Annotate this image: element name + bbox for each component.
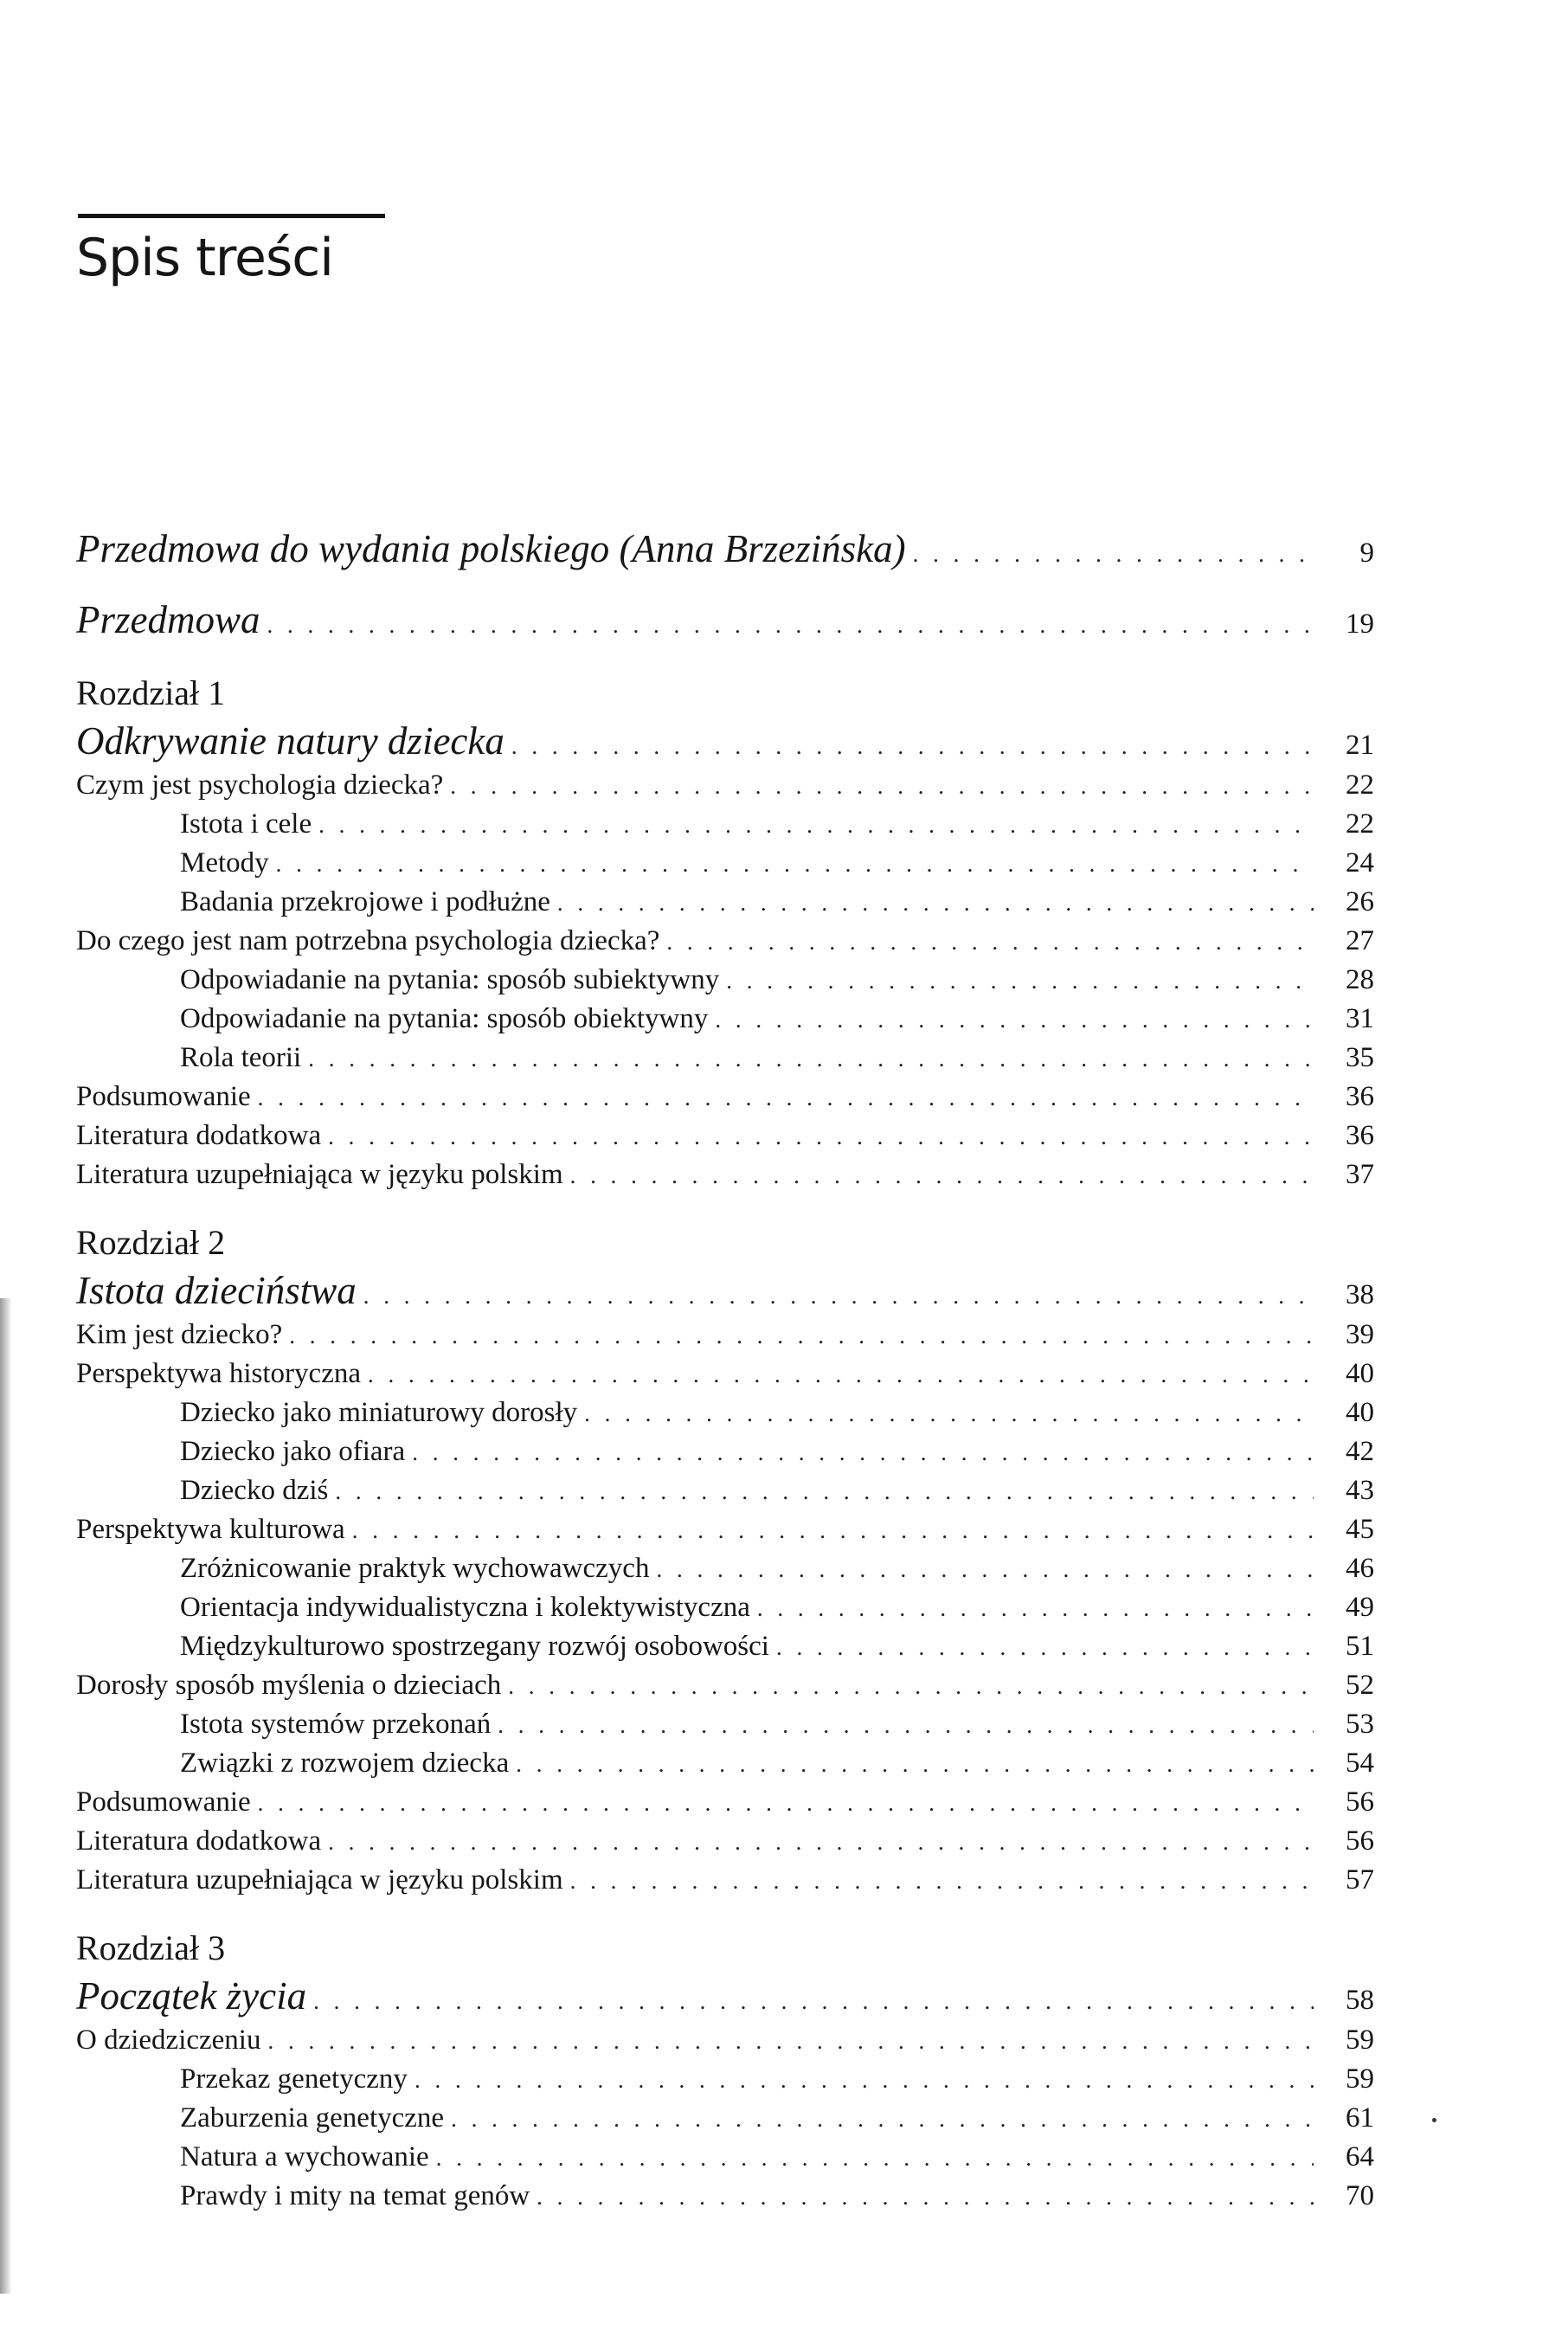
entry-label: Perspektywa kulturowa bbox=[76, 1514, 345, 1545]
toc-entry[interactable] bbox=[76, 1355, 1374, 1393]
toc-entry[interactable] bbox=[76, 1822, 1374, 1861]
entry-page-number: 19 bbox=[1346, 608, 1374, 640]
dot-leader bbox=[451, 2100, 1314, 2139]
entry-label: Podsumowanie bbox=[76, 1786, 251, 1818]
toc-entry[interactable] bbox=[76, 1861, 1374, 1900]
dot-leader bbox=[666, 923, 1314, 962]
toc-entry[interactable] bbox=[76, 1078, 1374, 1117]
chapter-number: Rozdział 3 bbox=[76, 1928, 226, 1967]
entry-page-number: 54 bbox=[1346, 1748, 1374, 1779]
entry-label: Zaburzenia genetyczne bbox=[180, 2102, 445, 2134]
chapter-section bbox=[76, 671, 1374, 1194]
entry-label: Dziecko jako miniaturowy dorosły bbox=[180, 1397, 578, 1428]
toc-entry[interactable] bbox=[76, 1666, 1374, 1705]
toc-entry[interactable] bbox=[76, 1783, 1374, 1822]
entry-label: Istota i cele bbox=[180, 808, 312, 840]
toc-entry-front-matter[interactable] bbox=[76, 595, 1374, 645]
toc-entry[interactable] bbox=[76, 2060, 1374, 2099]
toc-entry[interactable] bbox=[76, 1117, 1374, 1155]
dot-leader bbox=[584, 1394, 1314, 1433]
entry-label: Literatura dodatkowa bbox=[76, 1120, 322, 1151]
entry-label: Istota dzieciństwa bbox=[76, 1269, 357, 1312]
entry-page-number: 42 bbox=[1346, 1436, 1374, 1467]
toc-entry[interactable] bbox=[76, 2177, 1374, 2216]
toc-entry[interactable] bbox=[76, 1549, 1374, 1588]
entry-label: Odpowiadanie na pytania: sposób obiektywny bbox=[180, 1003, 709, 1034]
entry-page-number: 56 bbox=[1346, 1825, 1374, 1857]
dot-leader bbox=[276, 845, 1314, 884]
chapter-number: Rozdział 2 bbox=[76, 1223, 226, 1262]
page-title: Spis treści bbox=[76, 228, 333, 288]
entry-label: Odpowiadanie na pytania: sposób subiektywny bbox=[180, 964, 720, 995]
dot-leader bbox=[656, 1550, 1314, 1589]
entry-label: Dziecko dziś bbox=[180, 1475, 329, 1506]
entry-page-number: 53 bbox=[1346, 1709, 1374, 1740]
dot-leader bbox=[570, 1862, 1314, 1901]
entry-page-number: 22 bbox=[1346, 769, 1374, 801]
entry-label: Międzykulturowo spostrzegany rozwój osobowości bbox=[180, 1631, 769, 1662]
entry-page-number: 9 bbox=[1359, 537, 1374, 569]
dot-leader bbox=[715, 1001, 1314, 1039]
entry-page-number: 70 bbox=[1346, 2180, 1374, 2211]
entry-page-number: 46 bbox=[1346, 1553, 1374, 1584]
entry-label: O dziedziczeniu bbox=[76, 2024, 261, 2056]
dot-leader bbox=[258, 1784, 1314, 1823]
entry-label: Przekaz genetyczny bbox=[180, 2063, 408, 2095]
entry-page-number: 43 bbox=[1346, 1475, 1374, 1506]
toc-entry[interactable] bbox=[76, 2138, 1374, 2177]
entry-page-number: 59 bbox=[1346, 2063, 1374, 2095]
scan-edge-shadow bbox=[0, 1298, 12, 2294]
dot-leader bbox=[450, 767, 1314, 806]
dot-leader bbox=[508, 1667, 1314, 1706]
toc-entry[interactable] bbox=[76, 1744, 1374, 1783]
chapter-section bbox=[76, 1220, 1374, 1900]
entry-label: Natura a wychowanie bbox=[180, 2141, 429, 2172]
entry-label: Do czego jest nam potrzebna psychologia dziecka? bbox=[76, 925, 660, 956]
entry-page-number: 35 bbox=[1346, 1042, 1374, 1073]
toc-entry[interactable] bbox=[76, 1000, 1374, 1039]
toc-entry[interactable] bbox=[76, 1432, 1374, 1471]
toc-entry[interactable] bbox=[76, 883, 1374, 922]
entry-label: Rola teorii bbox=[180, 1042, 302, 1073]
dot-leader bbox=[313, 1976, 1314, 2026]
dot-leader bbox=[498, 1706, 1314, 1745]
dot-leader bbox=[368, 1355, 1314, 1394]
toc-entry[interactable] bbox=[76, 1039, 1374, 1078]
dot-leader bbox=[537, 2178, 1314, 2217]
toc-entry[interactable] bbox=[76, 2021, 1374, 2060]
entry-page-number: 58 bbox=[1346, 1985, 1374, 2016]
entry-page-number: 37 bbox=[1346, 1159, 1374, 1190]
table-of-contents bbox=[76, 524, 1374, 2216]
entry-label: Kim jest dziecko? bbox=[76, 1319, 283, 1350]
entry-label: Początek życia bbox=[76, 1974, 307, 2018]
toc-entry[interactable] bbox=[76, 1155, 1374, 1194]
chapter-section bbox=[76, 1926, 1374, 2216]
title-rule bbox=[78, 214, 385, 218]
entry-label: Dziecko jako ofiara bbox=[180, 1436, 406, 1467]
entry-page-number: 28 bbox=[1346, 964, 1374, 995]
toc-entry[interactable] bbox=[76, 2099, 1374, 2138]
entry-page-number: 52 bbox=[1346, 1670, 1374, 1701]
entry-page-number: 36 bbox=[1346, 1120, 1374, 1151]
entry-label: Przedmowa do wydania polskiego (Anna Brzezińska) bbox=[76, 527, 906, 570]
entry-page-number: 61 bbox=[1346, 2102, 1374, 2134]
entry-label: Podsumowanie bbox=[76, 1081, 251, 1112]
dot-leader bbox=[570, 1156, 1314, 1195]
dot-leader bbox=[363, 1271, 1314, 1321]
entry-page-number: 36 bbox=[1346, 1081, 1374, 1112]
dot-leader bbox=[726, 962, 1314, 1001]
toc-entry[interactable] bbox=[76, 1393, 1374, 1432]
dot-leader bbox=[436, 2139, 1314, 2178]
entry-label: Metody bbox=[180, 847, 269, 879]
chapter-number: Rozdział 1 bbox=[76, 673, 226, 712]
entry-page-number: 56 bbox=[1346, 1786, 1374, 1818]
toc-entry[interactable] bbox=[76, 1588, 1374, 1627]
entry-label: Literatura dodatkowa bbox=[76, 1825, 322, 1857]
toc-entry[interactable] bbox=[76, 1471, 1374, 1510]
dot-leader bbox=[267, 600, 1314, 650]
entry-page-number: 51 bbox=[1346, 1631, 1374, 1662]
dot-leader bbox=[335, 1472, 1314, 1511]
entry-page-number: 59 bbox=[1346, 2024, 1374, 2056]
entry-label: Zróżnicowanie praktyk wychowawczych bbox=[180, 1553, 650, 1584]
entry-page-number: 24 bbox=[1346, 847, 1374, 879]
entry-label: Orientacja indywidualistyczna i kolektywistyczna bbox=[180, 1592, 750, 1623]
entry-page-number: 31 bbox=[1346, 1003, 1374, 1034]
entry-page-number: 38 bbox=[1346, 1279, 1374, 1310]
entry-label: Czym jest psychologia dziecka? bbox=[76, 769, 444, 801]
entry-label: Literatura uzupełniająca w języku polskim bbox=[76, 1159, 563, 1190]
dot-leader bbox=[557, 884, 1314, 923]
entry-label: Literatura uzupełniająca w języku polskim bbox=[76, 1864, 563, 1896]
toc-entry[interactable] bbox=[76, 766, 1374, 805]
entry-label: Odkrywanie natury dziecka bbox=[76, 719, 504, 763]
dot-leader bbox=[412, 1433, 1314, 1472]
dot-leader bbox=[318, 806, 1314, 845]
entry-page-number: 40 bbox=[1346, 1358, 1374, 1389]
toc-entry[interactable] bbox=[76, 1316, 1374, 1355]
entry-page-number: 26 bbox=[1346, 886, 1374, 917]
entry-page-number: 22 bbox=[1346, 808, 1374, 840]
toc-entry[interactable] bbox=[76, 961, 1374, 1000]
dot-leader bbox=[289, 1316, 1314, 1355]
entry-page-number: 49 bbox=[1346, 1592, 1374, 1623]
entry-label: Istota systemów przekonań bbox=[180, 1709, 492, 1740]
entry-page-number: 39 bbox=[1346, 1319, 1374, 1350]
dot-leader bbox=[258, 1078, 1314, 1117]
scan-speck bbox=[1432, 2118, 1436, 2122]
entry-page-number: 64 bbox=[1346, 2141, 1374, 2172]
entry-label: Badania przekrojowe i podłużne bbox=[180, 886, 550, 917]
dot-leader bbox=[511, 721, 1314, 771]
dot-leader bbox=[267, 2022, 1314, 2061]
entry-page-number: 21 bbox=[1346, 730, 1374, 761]
toc-entry[interactable] bbox=[76, 1705, 1374, 1744]
dot-leader bbox=[308, 1039, 1314, 1078]
toc-entry[interactable] bbox=[76, 1510, 1374, 1549]
dot-leader bbox=[757, 1589, 1314, 1628]
entry-label: Perspektywa historyczna bbox=[76, 1358, 361, 1389]
dot-leader bbox=[913, 529, 1314, 579]
entry-page-number: 45 bbox=[1346, 1514, 1374, 1545]
dot-leader bbox=[328, 1823, 1314, 1862]
toc-entry[interactable] bbox=[76, 844, 1374, 883]
toc-entry[interactable] bbox=[76, 1627, 1374, 1666]
toc-entry-chapter-title[interactable] bbox=[76, 1971, 1374, 2021]
entry-page-number: 40 bbox=[1346, 1397, 1374, 1428]
entry-label: Dorosły sposób myślenia o dzieciach bbox=[76, 1670, 502, 1701]
toc-entry-chapter-title[interactable] bbox=[76, 1265, 1374, 1316]
entry-label: Związki z rozwojem dziecka bbox=[180, 1748, 510, 1779]
toc-entry[interactable] bbox=[76, 922, 1374, 961]
entry-page-number: 27 bbox=[1346, 925, 1374, 956]
toc-entry-front-matter[interactable] bbox=[76, 524, 1374, 574]
dot-leader bbox=[516, 1745, 1314, 1784]
toc-entry-chapter-title[interactable] bbox=[76, 716, 1374, 766]
toc-entry[interactable] bbox=[76, 805, 1374, 844]
dot-leader bbox=[328, 1117, 1314, 1156]
dot-leader bbox=[776, 1628, 1314, 1667]
entry-label: Przedmowa bbox=[76, 598, 260, 641]
dot-leader bbox=[414, 2061, 1314, 2100]
entry-page-number: 57 bbox=[1346, 1864, 1374, 1896]
dot-leader bbox=[352, 1511, 1314, 1550]
entry-label: Prawdy i mity na temat genów bbox=[180, 2180, 530, 2211]
